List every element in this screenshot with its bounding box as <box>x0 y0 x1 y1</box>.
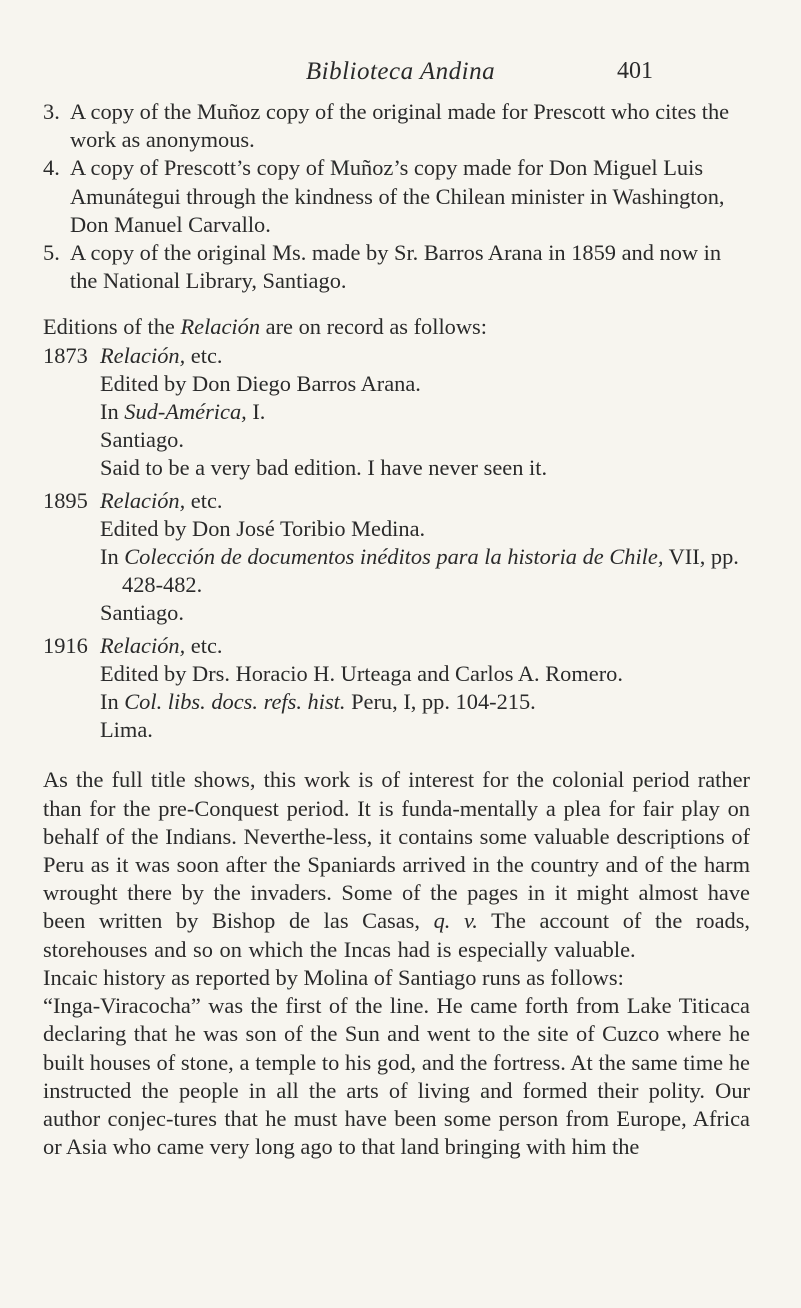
edition-title: Relación, etc. <box>100 632 223 658</box>
intro-text-end: are on record as follows: <box>260 314 487 340</box>
edition-details <box>100 632 750 745</box>
item-number: 5. <box>43 240 60 266</box>
edition-editor: Edited by Don Diego Barros Arana. <box>100 370 421 396</box>
running-title: Biblioteca Andina <box>305 58 496 85</box>
manuscript-item-3 <box>43 98 750 154</box>
item-text: A copy of the Muñoz copy of the original made for Prescott who cites the work as anonymous. <box>70 99 730 153</box>
edition-source: In Col. libs. docs. refs. hist. Peru, I, pp. 104-215. <box>100 689 536 715</box>
paragraph-inga-viracocha: “Inga-Viracocha” was the first of the line. He came forth from Lake Titicaca declaring that he was son of the Sun and went to the site of Cuzco where he built houses of stone, a temple to his god, and the fortress. At the same time he instructed the people in all the arts of living and formed their polity. Our author conjec-tures that he must have been some person from Europe, Africa or Asia who came very long ago to that land bringing with him the <box>43 993 750 1160</box>
edition-1895 <box>43 487 750 628</box>
edition-title: Relación, etc. <box>100 342 223 368</box>
edition-place: Santiago. <box>100 427 184 453</box>
edition-year: 1895 <box>43 487 88 513</box>
intro-title: Relación <box>180 314 261 340</box>
page-body <box>43 98 750 1161</box>
paragraph-colonial-period: As the full title shows, this work is of interest for the colonial period rather than for the pre-Conquest period. It is funda-mentally a plea for fair play on behalf of the Indians. Neverthe-less, it contains some valuable descriptions of Peru as it was soon after the Spaniards arrived in the country and of the harm wrought there by the invaders. Some of the pages in it might almost have been written by Bishop de las Casas, q. v. The account of the roads, storehouses and so on which the Incas had is especially valuable. <box>43 767 751 962</box>
edition-1873 <box>43 342 750 483</box>
edition-editor: Edited by Drs. Horacio H. Urteaga and Carlos A. Romero. <box>100 660 623 686</box>
manuscript-item-5 <box>43 239 750 295</box>
intro-text: Editions of the <box>43 314 181 340</box>
edition-year: 1873 <box>43 342 88 368</box>
edition-place: Lima. <box>100 717 153 743</box>
edition-place: Santiago. <box>100 600 184 626</box>
item-number: 4. <box>43 155 60 181</box>
paragraph-incaic-history: Incaic history as reported by Molina of Santiago runs as follows: <box>43 964 624 990</box>
page-header <box>0 58 801 92</box>
edition-year: 1916 <box>43 632 88 658</box>
item-text: A copy of the original Ms. made by Sr. Barros Arana in 1859 and now in the National Library, Santiago. <box>70 240 722 294</box>
edition-source: In Colección de documentos inéditos para la historia de Chile, VII, pp. 428-482. <box>100 544 739 598</box>
edition-title: Relación, etc. <box>100 487 223 513</box>
edition-note: Said to be a very bad edition. I have never seen it. <box>100 455 548 481</box>
editions-intro <box>43 313 750 341</box>
page-number: 401 <box>617 58 653 84</box>
edition-1916 <box>43 632 750 745</box>
item-number: 3. <box>43 99 60 124</box>
item-text: A copy of Prescott’s copy of Muñoz’s copy made for Don Miguel Luis Amunátegui through the kindness of the Chilean minister in Washington, Don Manuel Carvallo. <box>70 155 725 237</box>
edition-source: In Sud-América, I. <box>100 399 266 425</box>
edition-details <box>100 487 750 628</box>
edition-editor: Edited by Don José Toribio Medina. <box>100 515 426 541</box>
edition-details <box>100 342 750 483</box>
manuscript-item-4 <box>43 154 750 239</box>
